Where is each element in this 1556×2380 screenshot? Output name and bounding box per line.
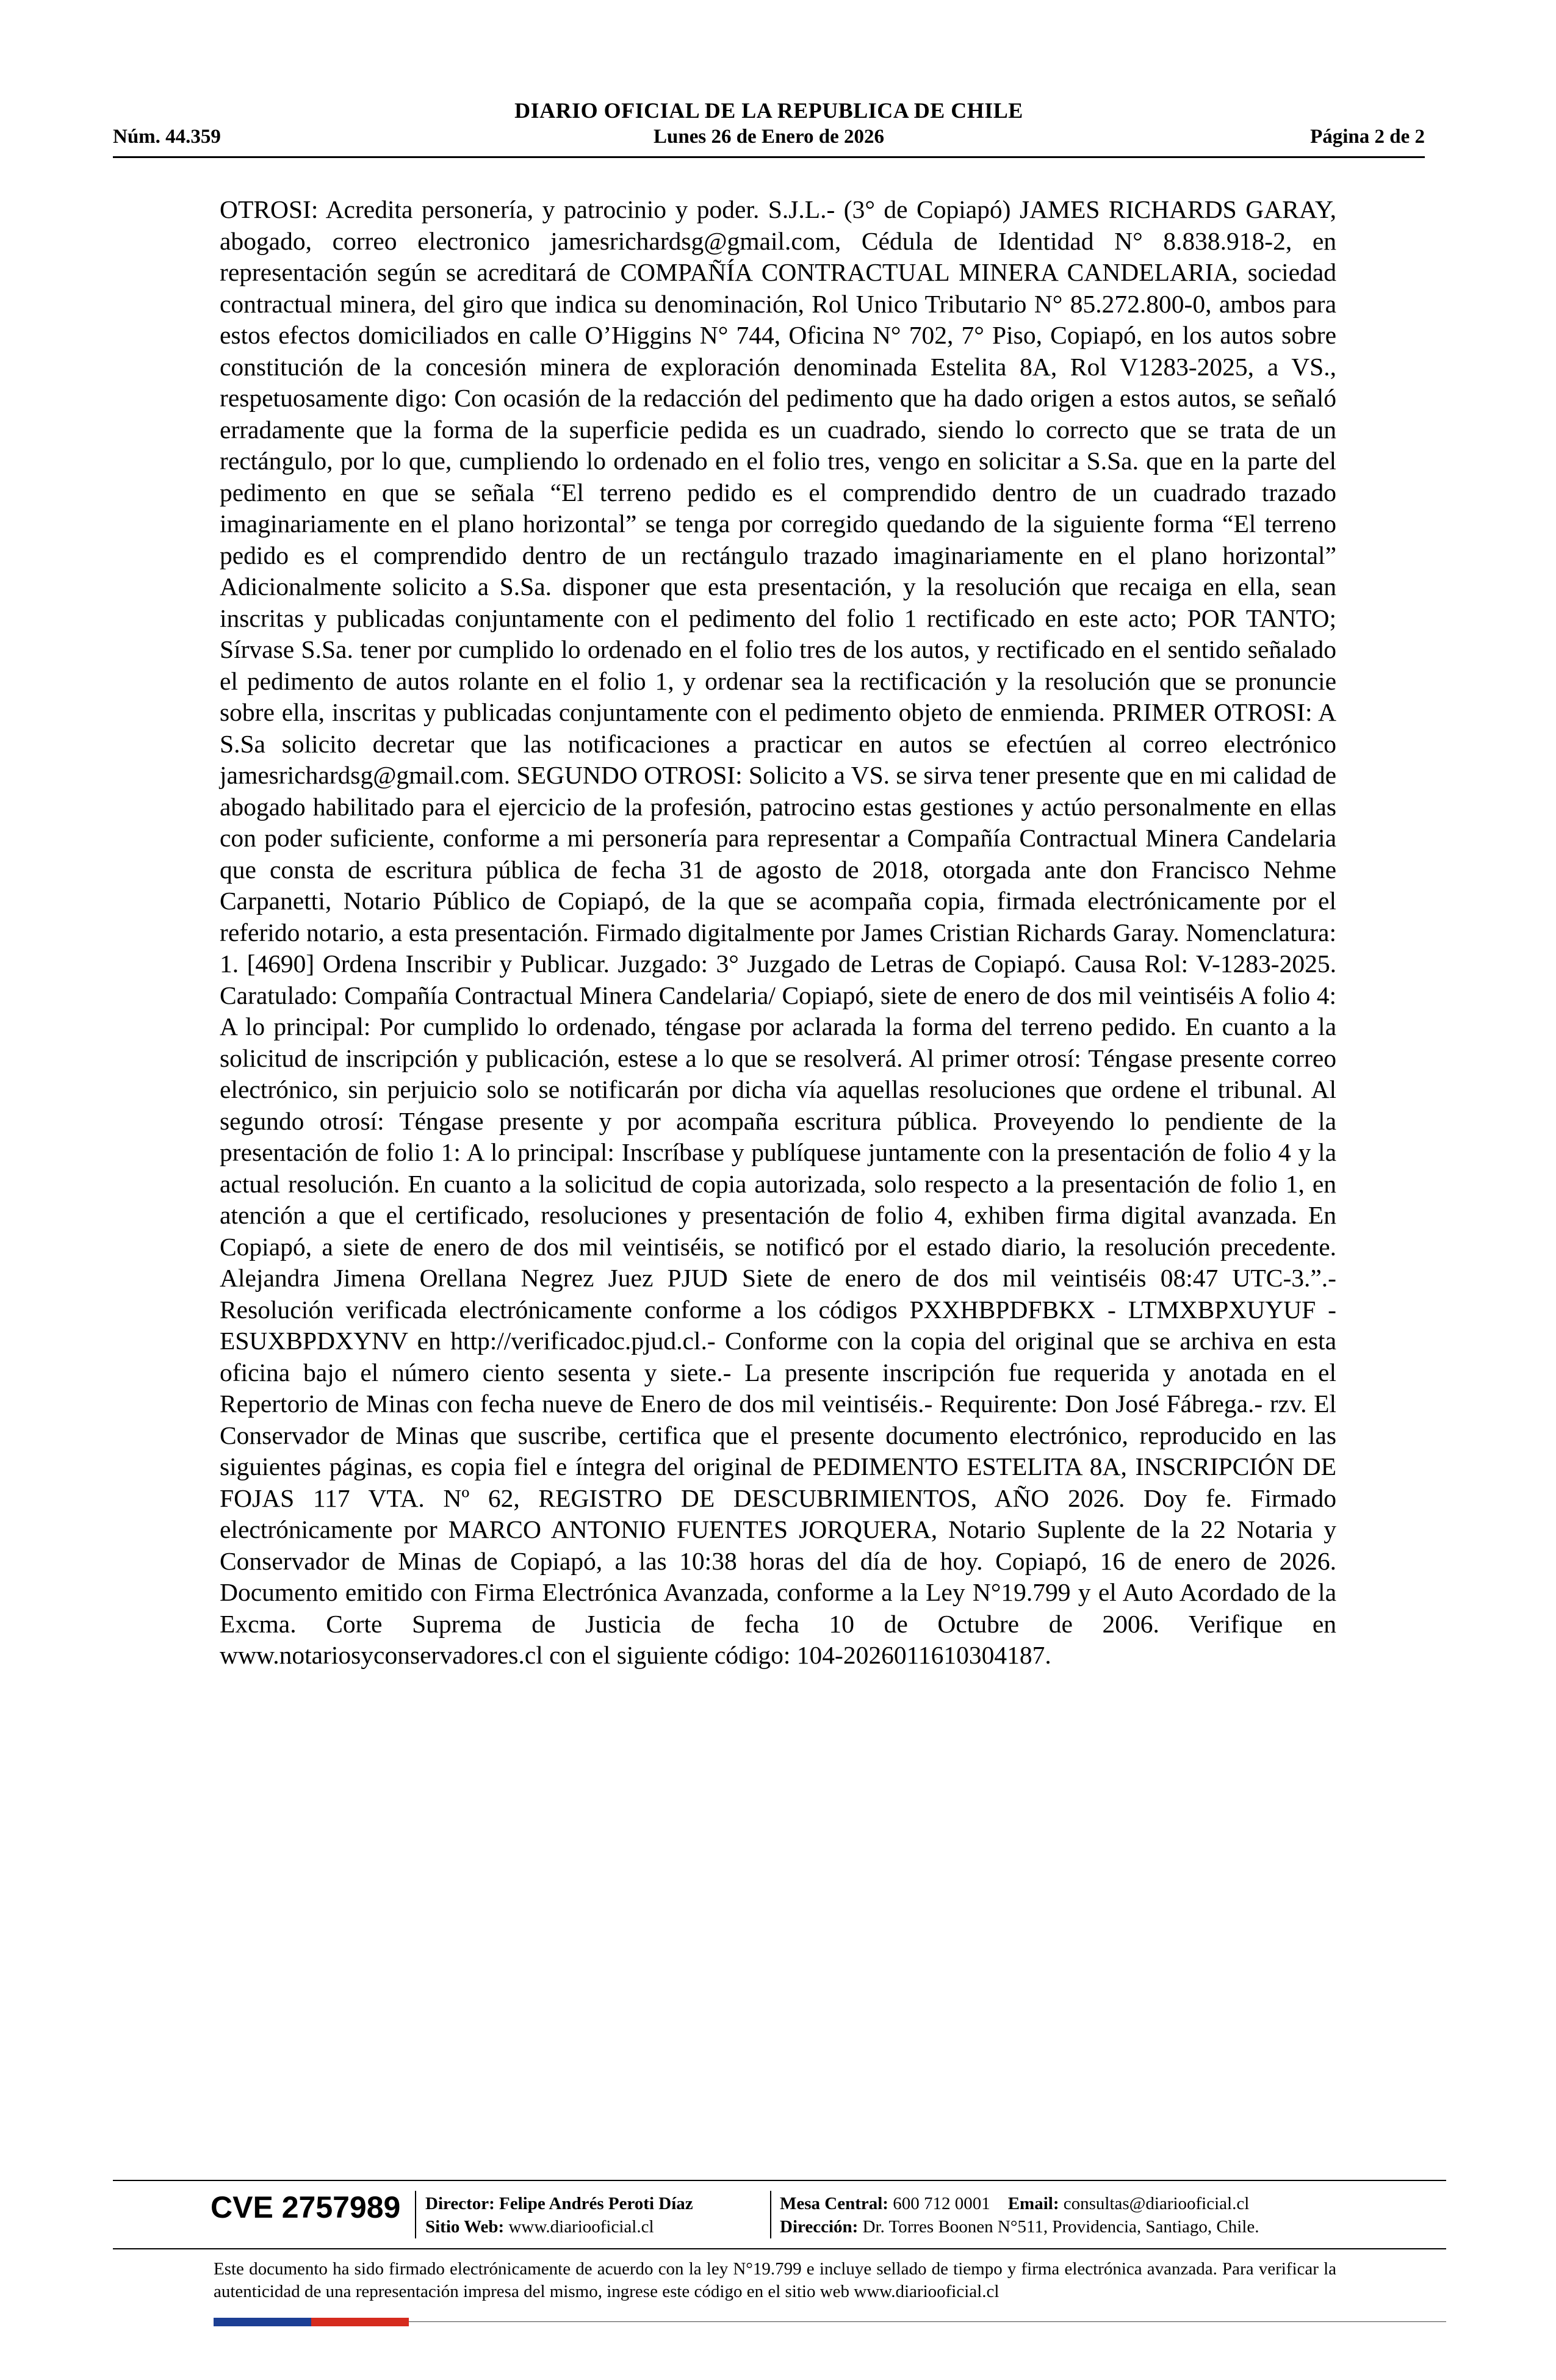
flag-bar-blue [214, 2318, 311, 2326]
newspaper-title: DIARIO OFICIAL DE LA REPUBLICA DE CHILE [514, 98, 1023, 123]
director-line [425, 2192, 693, 2215]
flag-bar-red [311, 2318, 409, 2326]
email-link[interactable]: consultas@diariooficial.cl [1063, 2194, 1250, 2213]
director-name: Felipe Andrés Peroti Díaz [499, 2194, 693, 2213]
cve-code: CVE 2757989 [211, 2190, 401, 2224]
address-label: Dirección: [780, 2217, 859, 2237]
page-number: Página 2 de 2 [1310, 126, 1425, 148]
address-line [780, 2215, 1259, 2238]
website-line [425, 2215, 693, 2238]
footer-top-rule [113, 2180, 1446, 2181]
director-label: Director: [425, 2194, 495, 2213]
document-body: OTROSI: Acredita personería, y patrocinio y poder. S.J.L.- (3° de Copiapó) JAMES RICHARDS GARAY, abogado, correo electronico jamesrichardsg@gmail.com, Cédula de Identidad N° 8.838.918-2, en representación según se acreditará de COMPAÑÍA CONTRACTUAL MINERA CANDELARIA, sociedad contractual minera, del giro que indica su denominación, Rol Unico Tributario N° 85.272.800-0, ambos para estos efectos domiciliados en calle O’Higgins N° 744, Oficina N° 702, 7° Piso, Copiapó, en los autos sobre constitución de la concesión minera de exploración denominada Estelita 8A, Rol V1283-2025, a VS., respetuosamente digo: Con ocasión de la redacción del pedimento que ha dado origen a estos autos, se señaló erradamente que la forma de la superficie pedida es un cuadrado, siendo lo correcto que se trata de un rectángulo, por lo que, cumpliendo lo ordenado en el folio tres, vengo en solicitar a S.Sa. que en la parte del pedimento en que se señala “El terreno pedido es el comprendido dentro de un cuadrado trazado imaginariamente en el plano horizontal” se tenga por corregido quedando de la siguiente forma “El terreno pedido es el comprendido dentro de un rectángulo trazado imaginariamente en el plano horizontal” Adicionalmente solicito a S.Sa. disponer que esta presentación, y la resolución que recaiga en ella, sean inscritas y publicadas conjuntamente con el pedimento del folio 1 rectificado en este acto; POR TANTO; Sírvase S.Sa. tener por cumplido lo ordenado en el folio tres de los autos, y rectificado en el sentido señalado el pedimento de autos rolante en el folio 1, y ordenar sea la rectificación y la resolución que se pronuncie sobre ella, inscritas y publicadas conjuntamente con el pedimento objeto de enmienda. PRIMER OTROSI: A S.Sa solicito decretar que las notificaciones a practicar en autos se efectúen al correo electrónico jamesrichardsg@gmail.com. SEGUNDO OTROSI: Solicito a VS. se sirva tener presente que en mi calidad de abogado habilitado para el ejercicio de la profesión, patrocino estas gestiones y actúo personalmente en ellas con poder suficiente, conforme a mi personería para representar a Compañía Contractual Minera Candelaria que consta de escritura pública de fecha 31 de agosto de 2018, otorgada ante don Francisco Nehme Carpanetti, Notario Público de Copiapó, de la que se acompaña copia, firmada electrónicamente por el referido notario, a esta presentación. Firmado digitalmente por James Cristian Richards Garay. Nomenclatura: 1. [4690] Ordena Inscribir y Publicar. Juzgado: 3° Juzgado de Letras de Copiapó. Causa Rol: V-1283-2025. Caratulado: Compañía Contractual Minera Candelaria/ Copiapó, siete de enero de dos mil veintiséis A folio 4: A lo principal: Por cumplido lo ordenado, téngase por aclarada la forma del terreno pedido. En cuanto a la solicitud de inscripción y publicación, estese a lo que se resolverá. Al primer otrosí: Téngase presente correo electrónico, sin perjuicio solo se notificarán por dicha vía aquellas resoluciones que ordene el tribunal. Al segundo otrosí: Téngase presente y por acompaña escritura pública. Proveyendo lo pendiente de la presentación de folio 1: A lo principal: Inscríbase y publíquese juntamente con la presentación de folio 4 y la actual resolución. En cuanto a la solicitud de copia autorizada, solo respecto a la presentación de folio 1, en atención a que el certificado, resoluciones y presentación de folio 4, exhiben firma digital avanzada. En Copiapó, a siete de enero de dos mil veintiséis, se notificó por el estado diario, la resolución precedente. Alejandra Jimena Orellana Negrez Juez PJUD Siete de enero de dos mil veintiséis 08:47 UTC-3.”.- Resolución verificada electrónicamente conforme a los códigos PXXHBPDFBKX - LTMXBPXUYUF - ESUXBPDXYNV en http://verificadoc.pjud.cl.- Conforme con la copia del original que se archiva en esta oficina bajo el número ciento sesenta y siete.- La presente inscripción fue requerida y anotada en el Repertorio de Minas con fecha nueve de Enero de dos mil veintiséis.- Requirente: Don José Fábrega.- rzv. El Conservador de Minas que suscribe, certifica que el presente documento electrónico, reproducido en las siguientes páginas, es copia fiel e íntegra del original de PEDIMENTO ESTELITA 8A, INSCRIPCIÓN DE FOJAS 117 VTA. Nº 62, REGISTRO DE DESCUBRIMIENTOS, AÑO 2026. Doy fe. Firmado electrónicamente por MARCO ANTONIO FUENTES JORQUERA, Notario Suplente de la 22 Notaria y Conservador de Minas de Copiapó, a las 10:38 horas del día de hoy. Copiapó, 16 de enero de 2026. Documento emitido con Firma Electrónica Avanzada, conforme a la Ley N°19.799 y el Auto Acordado de la Excma. Corte Suprema de Justicia de fecha 10 de Octubre de 2006. Verifique en www.notariosyconservadores.cl con el siguiente código: 104-2026011610304187. [220, 195, 1336, 1669]
issue-number: Núm. 44.359 [113, 126, 221, 148]
footer-separator [415, 2191, 416, 2238]
website-link[interactable]: www.diariooficial.cl [508, 2217, 654, 2237]
email-label: Email: [1007, 2194, 1059, 2213]
footer-separator [770, 2191, 771, 2238]
footer-director-block [425, 2192, 693, 2238]
issue-date: Lunes 26 de Enero de 2026 [653, 126, 885, 148]
phone-label: Mesa Central: [780, 2194, 888, 2213]
footer-middle-rule [113, 2248, 1446, 2249]
footer-contact-block [780, 2192, 1259, 2238]
phone-value: 600 712 0001 [893, 2194, 990, 2213]
footer-bottom-rule [409, 2321, 1446, 2322]
website-label: Sitio Web: [425, 2217, 505, 2237]
address-value: Dr. Torres Boonen N°511, Providencia, Santiago, Chile. [862, 2217, 1259, 2237]
signature-disclaimer: Este documento ha sido firmado electrónicamente de acuerdo con la ley N°19.799 e incluye sellado de tiempo y firma electrónica avanzada. Para verificar la autenticidad de una representación impresa del mismo, ingrese este código en el sitio web www.diariooficial.cl [214, 2259, 1336, 2301]
page-header [113, 95, 1425, 158]
contact-line [780, 2192, 1259, 2215]
